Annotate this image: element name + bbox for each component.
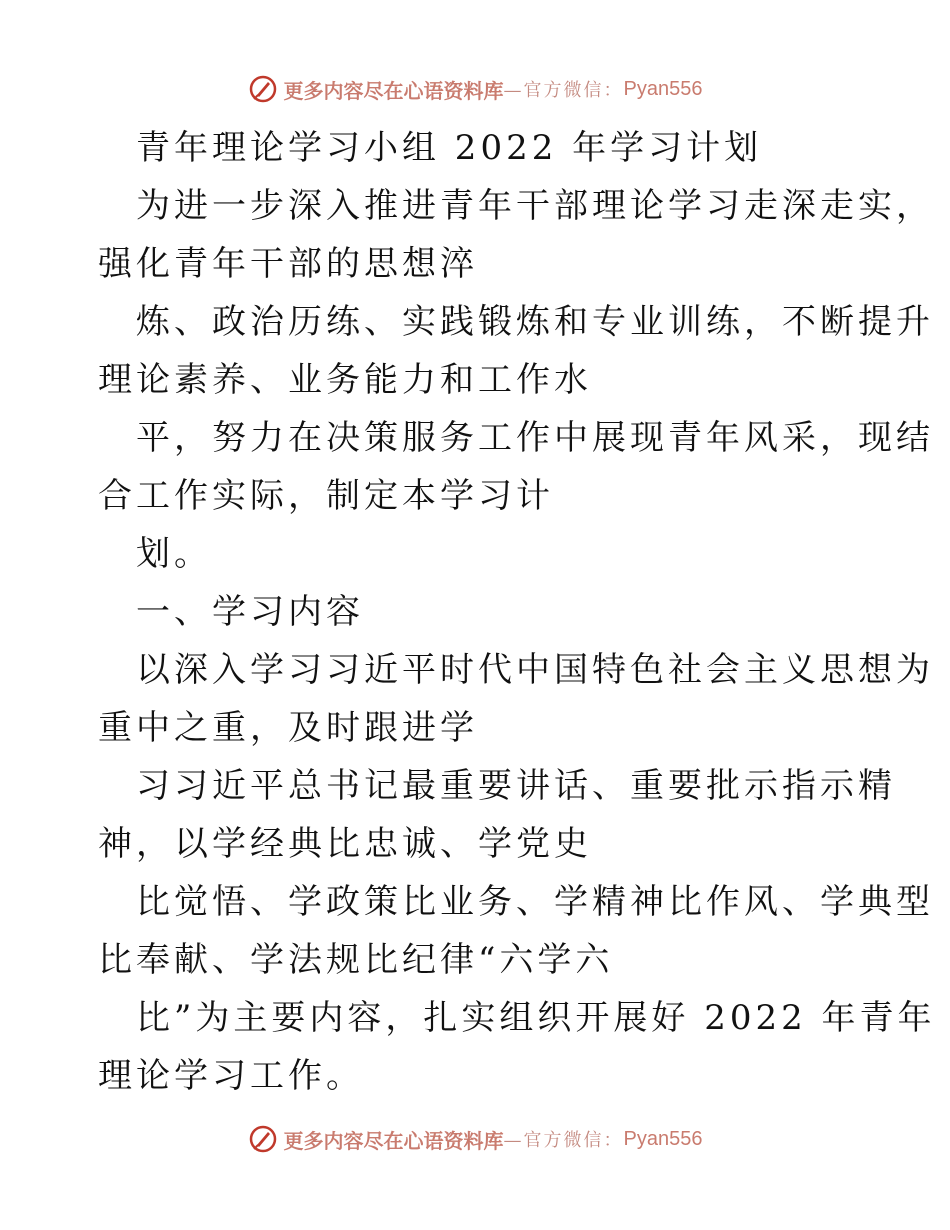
paragraph-line: 强化青年干部的思想淬 <box>98 244 478 284</box>
paragraph-line: 合工作实际，制定本学习计 <box>98 476 554 516</box>
banner-wechat-id: Pyan556 <box>623 77 703 100</box>
paragraph-line: 平，努力在决策服务工作中展现青年风采，现结 <box>136 418 934 458</box>
paragraph-line: 比”为主要内容，扎实组织开展好 2022 年青年 <box>136 998 936 1038</box>
footer-banner <box>0 1122 950 1156</box>
paragraph-line: 以深入学习习近平时代中国特色社会主义思想为 <box>136 650 934 690</box>
paragraph-line: 习习近平总书记最重要讲话、重要批示指示精 <box>136 766 896 806</box>
banner-site-text: 更多内容尽在心语资料库 <box>283 78 504 103</box>
paragraph-line: 比奉献、学法规比纪律“六学六 <box>98 940 614 980</box>
banner-separator: —官方微信： <box>503 1130 624 1151</box>
paragraph-line: 为进一步深入推进青年干部理论学习走深走实， <box>136 186 934 226</box>
quill-logo-icon <box>248 74 278 104</box>
section-heading: 一、学习内容 <box>136 592 364 632</box>
paragraph-line: 神，以学经典比忠诚、学党史 <box>98 824 592 864</box>
paragraph-line: 划。 <box>136 534 212 574</box>
paragraph-line: 重中之重，及时跟进学 <box>98 708 478 748</box>
paragraph-line: 比觉悟、学政策比业务、学精神比作风、学典型 <box>136 882 934 922</box>
banner-separator: —官方微信： <box>503 80 624 101</box>
banner-site-text: 更多内容尽在心语资料库 <box>283 1128 504 1153</box>
paragraph-line: 理论学习工作。 <box>98 1056 364 1096</box>
document-title: 青年理论学习小组 2022 年学习计划 <box>136 128 763 168</box>
paragraph-line: 炼、政治历练、实践锻炼和专业训练，不断提升 <box>136 302 934 342</box>
banner-wechat-id: Pyan556 <box>623 1127 703 1150</box>
quill-logo-icon <box>248 1124 278 1154</box>
header-banner <box>0 72 950 106</box>
paragraph-line: 理论素养、业务能力和工作水 <box>98 360 592 400</box>
